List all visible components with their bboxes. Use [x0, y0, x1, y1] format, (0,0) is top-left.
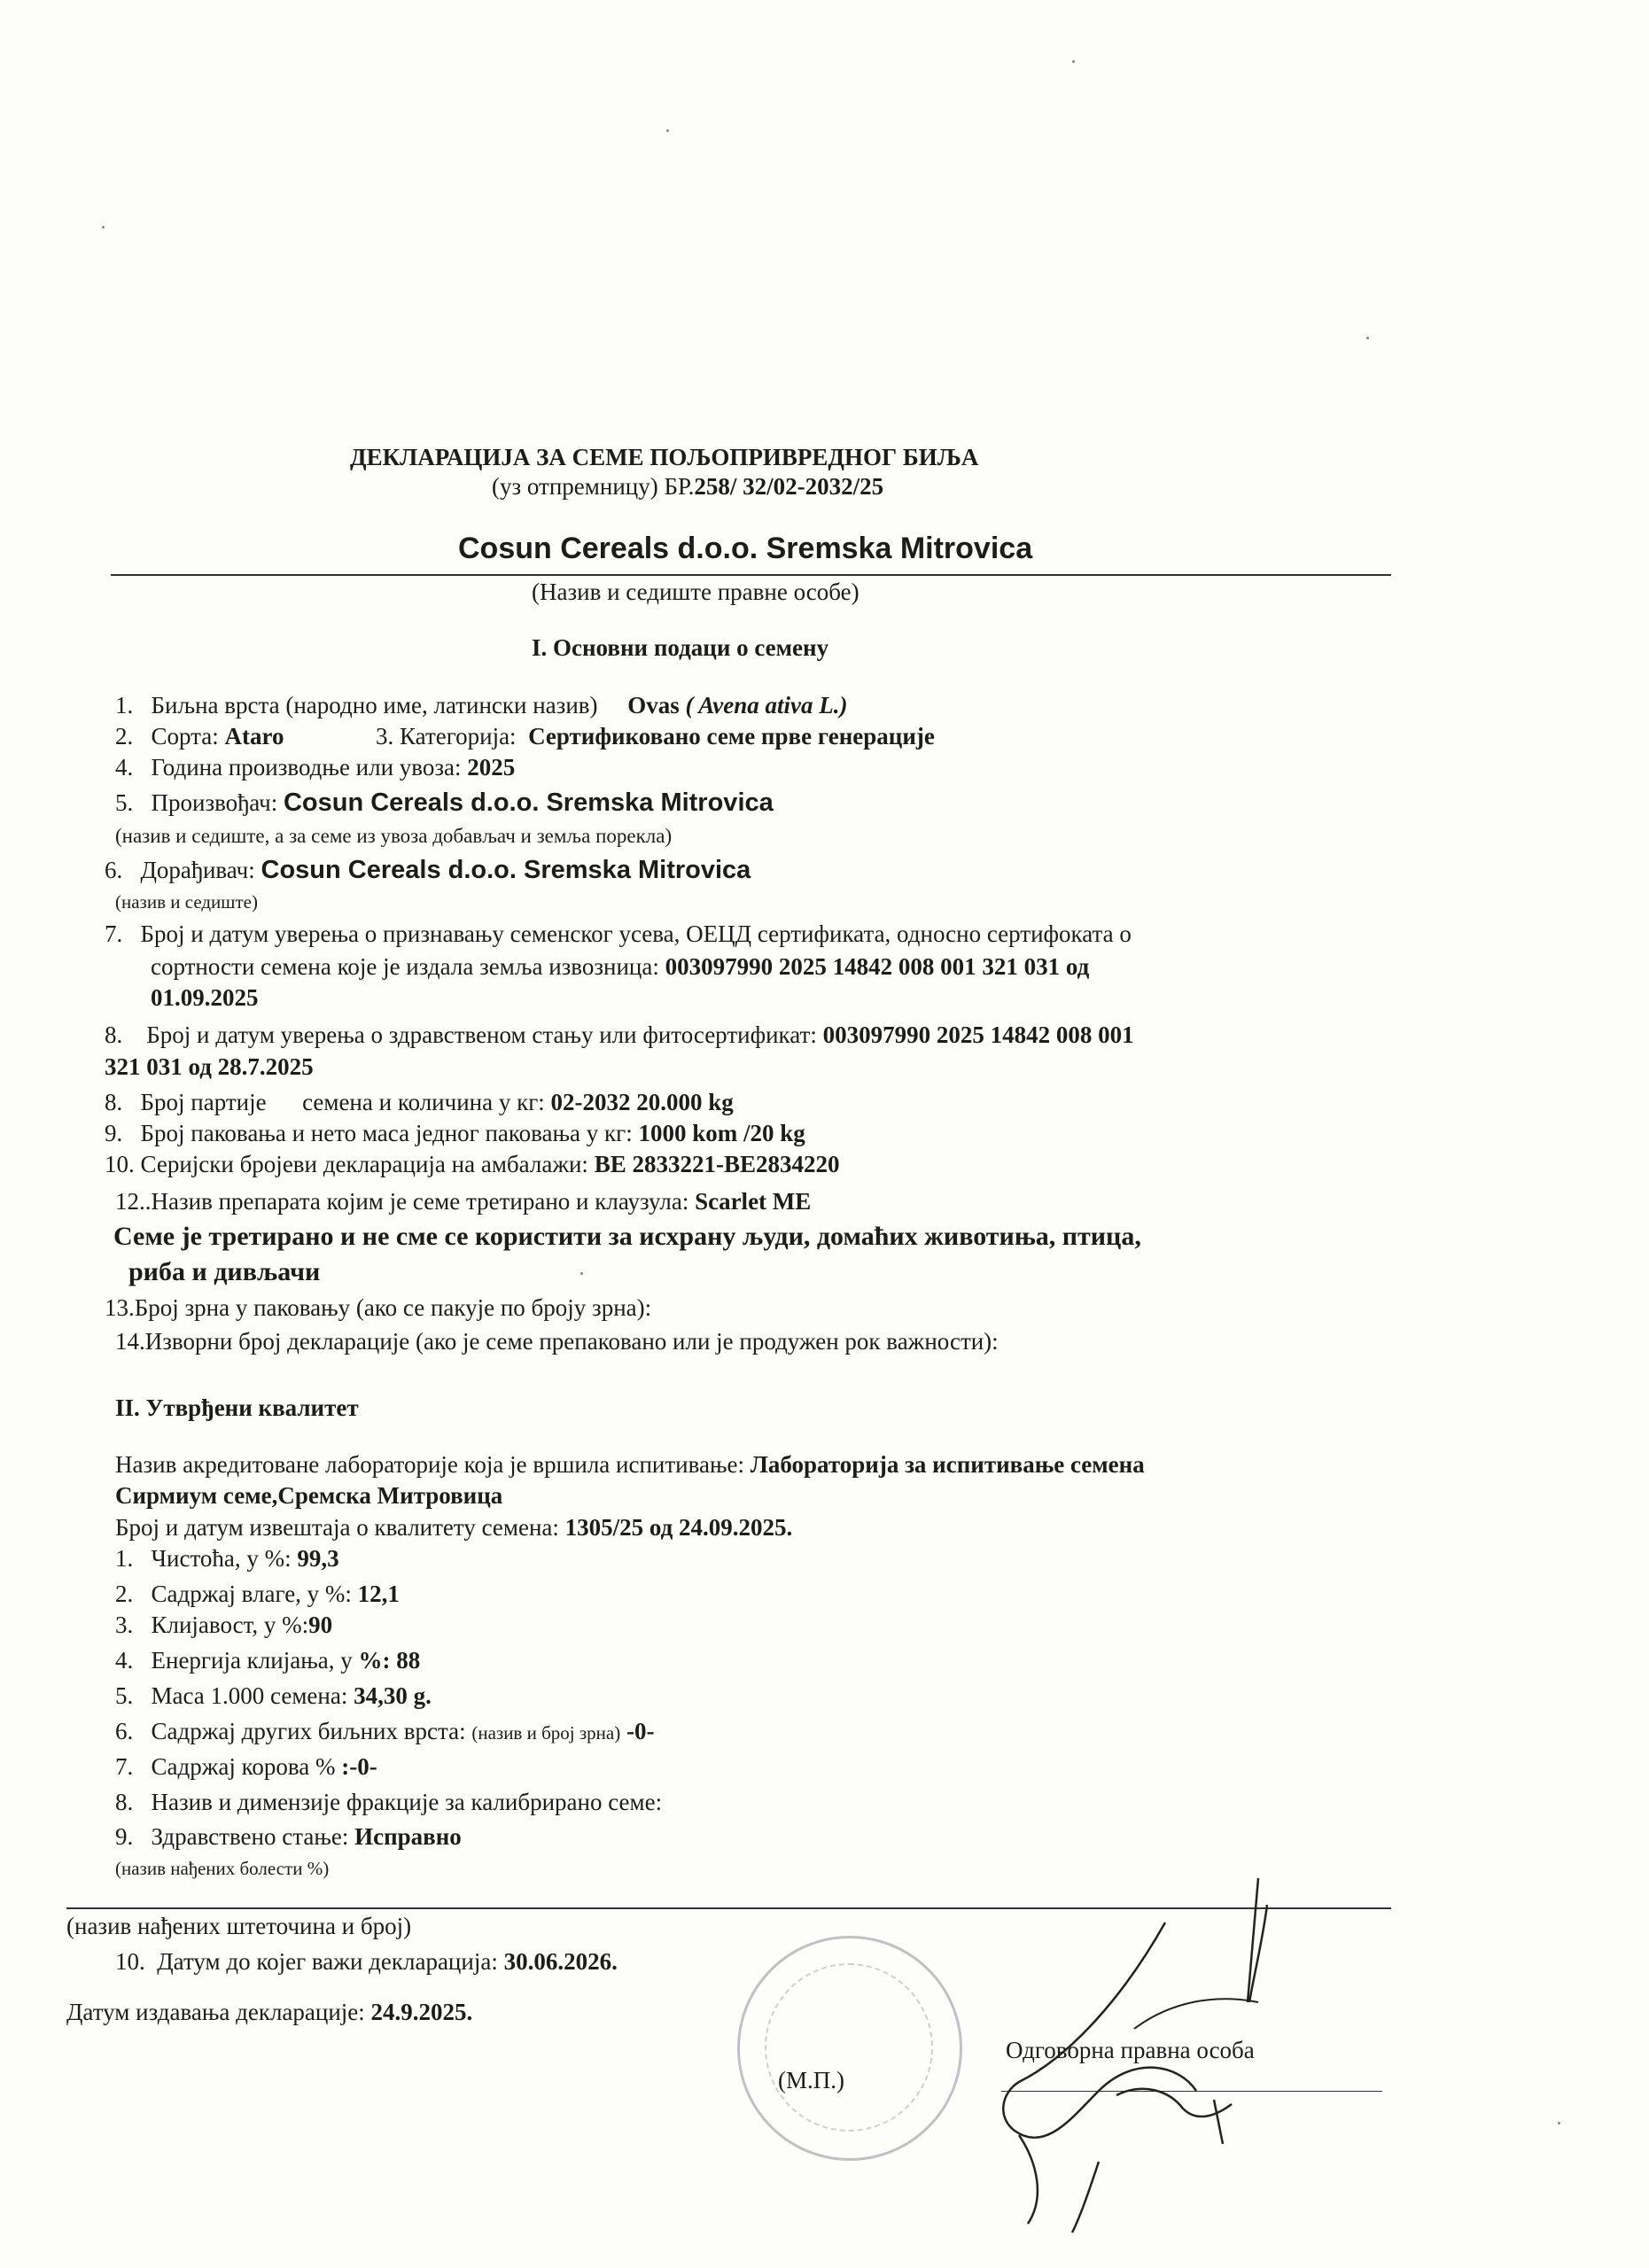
responsible-person-label: Одговорна правна особа: [1006, 2037, 1255, 2063]
official-stamp: [737, 1936, 962, 2161]
report-line: Број и датум извештаја о квалитету семена: 1305/25 од 24.09.2025.: [115, 1514, 793, 1541]
scan-speck: [666, 129, 669, 132]
lab-line2: Сирмиум семе,Сремска Митровица: [115, 1482, 503, 1509]
item-1: 1. Биљна врста (народно име, латински назив) Ovas ( Avena ativa L.): [115, 692, 848, 718]
item-2: 2. Сорта: Ataro: [115, 723, 284, 750]
item-6: 6. Дорађивач: Cosun Cereals d.o.o. Sremska Mitrovica: [105, 856, 751, 884]
scan-speck: [1072, 60, 1075, 63]
quality-3: 3. Клијавост, у %:90: [115, 1612, 333, 1638]
item-4: 4. Година производње или увоза: 2025: [115, 754, 516, 781]
treatment-warning-line2: риба и дивљачи: [128, 1257, 321, 1286]
item-7-line2: сортности семена које је издала земља извозница: 003097990 2025 14842 008 001 321 031 од: [151, 953, 1090, 980]
item-5-note: (назив и седиште, а за семе из увоза добављач и земља порекла): [115, 825, 673, 847]
issue-date-line: Датум издавања декларације: 24.9.2025.: [66, 1999, 473, 2025]
pests-note: (назив нађених штеточина и број): [66, 1913, 412, 1939]
quality-4: 4. Енергија клијања, у %: 88: [115, 1647, 421, 1674]
lab-line1: Назив акредитоване лабораторије која је вршила испитивање: Лабораторија за испитивање семена: [115, 1451, 1145, 1478]
item-9: 9. Број паковања и нето маса једног паковања у кг: 1000 kom /20 kg: [105, 1120, 805, 1146]
quality-5: 5. Маса 1.000 семена: 34,30 g.: [115, 1682, 432, 1709]
quality-9: 9. Здравствено стање: Исправно: [115, 1823, 462, 1850]
quality-9-note: (назив нађених болести %): [115, 1858, 330, 1879]
company-caption: (Назив и седиште правне особе): [532, 579, 860, 605]
item-14: 14.Изворни број декларације (ако је семе препаковано или је продужен рок важности):: [115, 1328, 999, 1355]
company-name: Cosun Cereals d.o.o. Sremska Mitrovica: [458, 532, 1033, 565]
item-10: 10. Серијски бројеви декларација на амбалажи: BE 2833221-BE2834220: [105, 1151, 840, 1177]
scan-speck: [1558, 2122, 1560, 2124]
quality-6: 6. Садржај других биљних врста: (назив и број зрна) -0-: [115, 1718, 655, 1744]
scan-speck: [102, 226, 105, 229]
item-3: 3. Категорија: Сертификовано семе прве генерације: [376, 723, 935, 750]
quality-7: 7. Садржај корова % :-0-: [115, 1753, 377, 1780]
section2-heading: II. Утврђени квалитет: [115, 1394, 359, 1421]
item-7-line1: 7. Број и датум уверења о признавању семенског усева, ОЕЦД сертификата, односно сертифоката о: [105, 920, 1132, 947]
document-subtitle: (уз отпремницу) БР.258/ 32/02-2032/25: [492, 473, 884, 500]
section1-heading: I. Основни подаци о семену: [532, 634, 829, 661]
handwritten-signature: [992, 1869, 1311, 2241]
item-8a-line2: 321 031 од 28.7.2025: [105, 1053, 314, 1080]
quality-1: 1. Чистоћа, у %: 99,3: [115, 1545, 339, 1572]
quality-8: 8. Назив и димензије фракције за калибрирано семе:: [115, 1789, 663, 1815]
item-8b: 8. Број партије семена и количина у кг: 02-2032 20.000 kg: [105, 1089, 734, 1115]
treatment-warning-line1: Семе је третирано и не сме се користити за исхрану људи, домаћих животиња, птица,: [113, 1222, 1141, 1251]
item-13: 13.Број зрна у паковању (ако се пакује по броју зрна):: [105, 1294, 652, 1321]
validity-line: 10. Датум до којег важи декларација: 30.06.2026.: [115, 1948, 618, 1975]
item-5: 5. Произвођач: Cosun Cereals d.o.o. Sremska Mitrovica: [115, 788, 774, 817]
scan-speck: [1366, 337, 1369, 339]
scan-speck: [580, 1272, 583, 1275]
item-7-line3: 01.09.2025: [151, 984, 259, 1011]
item-12: 12..Назив препарата којим је семе третирано и клаузула: Scarlet ME: [115, 1188, 812, 1215]
document-title: ДЕКЛАРАЦИЈА ЗА СЕМЕ ПОЉОПРИВРЕДНОГ БИЉА: [350, 444, 979, 470]
item-6-note: (назив и седиште): [115, 891, 258, 913]
quality-2: 2. Садржај влаге, у %: 12,1: [115, 1581, 400, 1607]
item-8a-line1: 8. Број и датум уверења о здравственом стању или фитосертификат: 003097990 2025 14842 008 001: [105, 1021, 1134, 1048]
stamp-placeholder-label: (М.П.): [778, 2067, 844, 2093]
company-underline: [111, 574, 1391, 576]
